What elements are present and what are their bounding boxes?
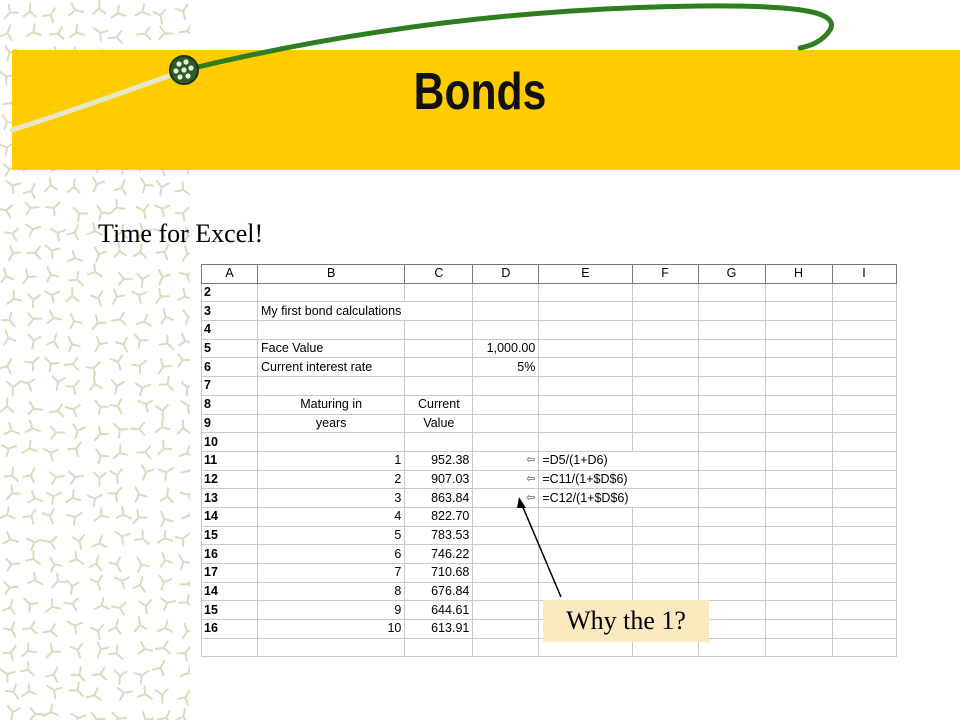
cell-c[interactable]	[405, 638, 473, 657]
cell-f[interactable]	[632, 302, 698, 321]
slide-subtitle: Time for Excel!	[98, 219, 264, 248]
table-row	[202, 545, 897, 564]
row-header[interactable]: 15	[202, 526, 258, 545]
column-header[interactable]: G	[698, 265, 765, 284]
row-header[interactable]: 8	[202, 395, 258, 414]
cell-d[interactable]	[473, 414, 539, 433]
cell-e[interactable]	[539, 339, 632, 358]
cell-f[interactable]	[632, 395, 698, 414]
row-header[interactable]: 14	[202, 507, 258, 526]
cell-i[interactable]	[832, 507, 896, 526]
cell-b[interactable]: 3	[258, 489, 405, 508]
cell-g[interactable]	[698, 283, 765, 302]
cell-i[interactable]	[832, 377, 896, 396]
row-header[interactable]: 11	[202, 451, 258, 470]
cell-e[interactable]: =D5/(1+D6)	[539, 451, 632, 470]
cell-f[interactable]	[632, 321, 698, 340]
cell-c[interactable]	[405, 283, 473, 302]
cell-c[interactable]	[405, 339, 473, 358]
column-header[interactable]: H	[765, 265, 832, 284]
cell-d[interactable]	[473, 283, 539, 302]
cell-e[interactable]	[539, 414, 632, 433]
cell-c[interactable]: 746.22	[405, 545, 473, 564]
cell-e[interactable]	[539, 545, 632, 564]
cell-h[interactable]	[765, 451, 832, 470]
cell-i[interactable]	[832, 283, 896, 302]
cell-f[interactable]	[632, 283, 698, 302]
cell-e[interactable]	[539, 507, 632, 526]
cell-g[interactable]	[698, 358, 765, 377]
arrow-left-icon[interactable]: ⇦	[473, 451, 539, 470]
cell-d[interactable]	[473, 564, 539, 583]
row-header[interactable]: 6	[202, 358, 258, 377]
cell-h[interactable]	[765, 638, 832, 657]
row-header[interactable]: 13	[202, 489, 258, 508]
cell-f[interactable]	[632, 582, 698, 601]
cell-i[interactable]	[832, 414, 896, 433]
cell-i[interactable]	[832, 470, 896, 489]
cell-h[interactable]	[765, 526, 832, 545]
table-row	[202, 358, 897, 377]
cell-e[interactable]	[539, 358, 632, 377]
cell-e[interactable]: =C11/(1+$D$6)	[539, 470, 632, 489]
table-row	[202, 489, 897, 508]
table-row	[202, 321, 897, 340]
cell-c[interactable]: Current	[405, 395, 473, 414]
row-header[interactable]: 14	[202, 582, 258, 601]
cell-i[interactable]	[832, 601, 896, 620]
cell-g[interactable]	[698, 339, 765, 358]
cell-b[interactable]: Face Value	[258, 339, 405, 358]
cell-h[interactable]	[765, 507, 832, 526]
cell-b[interactable]	[258, 638, 405, 657]
cell-b[interactable]: 7	[258, 564, 405, 583]
table-row	[202, 433, 897, 452]
column-header[interactable]: C	[405, 265, 473, 284]
cell-d[interactable]	[473, 526, 539, 545]
cell-d[interactable]	[473, 302, 539, 321]
cell-b[interactable]	[258, 321, 405, 340]
cell-d[interactable]	[473, 377, 539, 396]
cell-h[interactable]	[765, 414, 832, 433]
cell-e[interactable]	[539, 302, 632, 321]
cell-g[interactable]	[698, 414, 765, 433]
cell-h[interactable]	[765, 620, 832, 639]
column-header[interactable]: I	[832, 265, 896, 284]
cell-i[interactable]	[832, 433, 896, 452]
cell-d[interactable]: 5%	[473, 358, 539, 377]
cell-i[interactable]	[832, 564, 896, 583]
row-header[interactable]: 5	[202, 339, 258, 358]
cell-f[interactable]	[632, 339, 698, 358]
cell-f[interactable]	[632, 489, 698, 508]
cell-g[interactable]	[698, 451, 765, 470]
cell-f[interactable]	[632, 545, 698, 564]
cell-g[interactable]	[698, 302, 765, 321]
cell-i[interactable]	[832, 489, 896, 508]
cell-d[interactable]	[473, 638, 539, 657]
cell-e[interactable]	[539, 433, 632, 452]
cell-b[interactable]: 6	[258, 545, 405, 564]
cell-f[interactable]	[632, 377, 698, 396]
cell-g[interactable]	[698, 470, 765, 489]
column-header[interactable]: B	[258, 265, 405, 284]
cell-g[interactable]	[698, 489, 765, 508]
cell-d[interactable]	[473, 433, 539, 452]
row-header[interactable]: 2	[202, 283, 258, 302]
cell-i[interactable]	[832, 545, 896, 564]
cell-d[interactable]	[473, 545, 539, 564]
table-row	[202, 470, 897, 489]
arrow-left-icon[interactable]: ⇦	[473, 470, 539, 489]
callout-box: Why the 1?	[543, 600, 709, 642]
cell-h[interactable]	[765, 489, 832, 508]
table-row	[202, 414, 897, 433]
cell-h[interactable]	[765, 470, 832, 489]
slide-title: Bonds	[413, 63, 547, 121]
table-row	[202, 582, 897, 601]
cell-c[interactable]: 863.84	[405, 489, 473, 508]
table-row	[202, 377, 897, 396]
cell-d[interactable]	[473, 395, 539, 414]
cell-d[interactable]: 1,000.00	[473, 339, 539, 358]
cell-c[interactable]: 644.61	[405, 601, 473, 620]
cell-c[interactable]	[405, 433, 473, 452]
table-row	[202, 339, 897, 358]
cell-f[interactable]	[632, 358, 698, 377]
cell-h[interactable]	[765, 302, 832, 321]
cell-c[interactable]	[405, 358, 473, 377]
column-header[interactable]: F	[632, 265, 698, 284]
cell-b[interactable]	[258, 377, 405, 396]
cell-e[interactable]	[539, 564, 632, 583]
cell-h[interactable]	[765, 339, 832, 358]
cell-e[interactable]	[539, 377, 632, 396]
row-header[interactable]: 16	[202, 620, 258, 639]
column-header[interactable]: D	[473, 265, 539, 284]
cell-i[interactable]	[832, 395, 896, 414]
cell-i[interactable]	[832, 358, 896, 377]
row-header[interactable]: 12	[202, 470, 258, 489]
cell-f[interactable]	[632, 414, 698, 433]
cell-b[interactable]: Maturing in	[258, 395, 405, 414]
cell-b[interactable]: 10	[258, 620, 405, 639]
cell-b[interactable]: 1	[258, 451, 405, 470]
cell-h[interactable]	[765, 433, 832, 452]
row-header[interactable]: 3	[202, 302, 258, 321]
row-header[interactable]: 7	[202, 377, 258, 396]
cell-g[interactable]	[698, 507, 765, 526]
cell-f[interactable]	[632, 451, 698, 470]
cell-d[interactable]	[473, 582, 539, 601]
cell-c[interactable]: 613.91	[405, 620, 473, 639]
cell-b[interactable]: 9	[258, 601, 405, 620]
cell-i[interactable]	[832, 638, 896, 657]
spreadsheet	[201, 264, 897, 657]
cell-c[interactable]: 676.84	[405, 582, 473, 601]
cell-b[interactable]: 8	[258, 582, 405, 601]
cell-b[interactable]: My first bond calculations	[258, 302, 405, 321]
row-header[interactable]: 15	[202, 601, 258, 620]
cell-d[interactable]	[473, 507, 539, 526]
cell-f[interactable]	[632, 564, 698, 583]
cell-i[interactable]	[832, 582, 896, 601]
cell-h[interactable]	[765, 377, 832, 396]
cell-b[interactable]: years	[258, 414, 405, 433]
cell-h[interactable]	[765, 358, 832, 377]
cell-i[interactable]	[832, 302, 896, 321]
cell-f[interactable]	[632, 526, 698, 545]
table-row	[202, 564, 897, 583]
cell-e[interactable]	[539, 526, 632, 545]
cell-c[interactable]: 822.70	[405, 507, 473, 526]
cell-d[interactable]	[473, 321, 539, 340]
cell-i[interactable]	[832, 339, 896, 358]
cell-g[interactable]	[698, 526, 765, 545]
cell-d[interactable]	[473, 620, 539, 639]
table-row	[202, 451, 897, 470]
cell-g[interactable]	[698, 433, 765, 452]
arrow-left-icon[interactable]: ⇦	[473, 489, 539, 508]
row-header[interactable]	[202, 638, 258, 657]
cell-c[interactable]: 710.68	[405, 564, 473, 583]
cell-b[interactable]	[258, 283, 405, 302]
column-header[interactable]: A	[202, 265, 258, 284]
row-header[interactable]: 9	[202, 414, 258, 433]
row-header[interactable]: 10	[202, 433, 258, 452]
cell-c[interactable]: Value	[405, 414, 473, 433]
cell-b[interactable]	[258, 433, 405, 452]
column-header-row	[202, 265, 897, 284]
cell-h[interactable]	[765, 564, 832, 583]
cell-e[interactable]	[539, 395, 632, 414]
cell-g[interactable]	[698, 582, 765, 601]
cell-g[interactable]	[698, 545, 765, 564]
cell-e[interactable]	[539, 582, 632, 601]
cell-f[interactable]	[632, 470, 698, 489]
table-row	[202, 507, 897, 526]
row-header[interactable]: 4	[202, 321, 258, 340]
cell-c[interactable]: 783.53	[405, 526, 473, 545]
cell-h[interactable]	[765, 283, 832, 302]
cell-b[interactable]: 2	[258, 470, 405, 489]
column-header[interactable]: E	[539, 265, 632, 284]
cell-b[interactable]: 5	[258, 526, 405, 545]
cell-h[interactable]	[765, 395, 832, 414]
row-header[interactable]: 16	[202, 545, 258, 564]
cell-h[interactable]	[765, 582, 832, 601]
cell-g[interactable]	[698, 321, 765, 340]
table-row	[202, 302, 897, 321]
table-row	[202, 526, 897, 545]
cell-c[interactable]: 907.03	[405, 470, 473, 489]
cell-g[interactable]	[698, 377, 765, 396]
row-header[interactable]: 17	[202, 564, 258, 583]
cell-i[interactable]	[832, 526, 896, 545]
table-row	[202, 395, 897, 414]
table-row	[202, 283, 897, 302]
cell-g[interactable]	[698, 564, 765, 583]
cell-i[interactable]	[832, 620, 896, 639]
cell-e[interactable]: =C12/(1+$D$6)	[539, 489, 632, 508]
cell-f[interactable]	[632, 433, 698, 452]
cell-c[interactable]	[405, 321, 473, 340]
cell-h[interactable]	[765, 545, 832, 564]
cell-h[interactable]	[765, 601, 832, 620]
cell-c[interactable]	[405, 302, 473, 321]
cell-g[interactable]	[698, 395, 765, 414]
cell-i[interactable]	[832, 321, 896, 340]
cell-e[interactable]	[539, 283, 632, 302]
cell-b[interactable]: Current interest rate	[258, 358, 405, 377]
cell-b[interactable]: 4	[258, 507, 405, 526]
cell-h[interactable]	[765, 321, 832, 340]
cell-c[interactable]	[405, 377, 473, 396]
cell-d[interactable]	[473, 601, 539, 620]
cell-f[interactable]	[632, 507, 698, 526]
cell-e[interactable]	[539, 321, 632, 340]
cell-c[interactable]: 952.38	[405, 451, 473, 470]
cell-i[interactable]	[832, 451, 896, 470]
